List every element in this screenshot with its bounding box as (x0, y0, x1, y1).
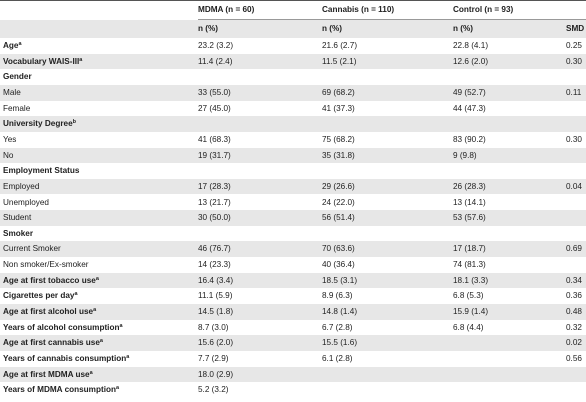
mdma-value: 5.2 (3.2) (198, 385, 229, 395)
cannabis-value: 29 (26.6) (322, 181, 355, 191)
row-label (3, 382, 193, 398)
row-label (3, 179, 193, 195)
mdma-value: 17 (28.3) (198, 181, 231, 191)
row-label (3, 85, 193, 101)
subheader-mdma: n (%) (198, 24, 219, 33)
mdma-value: 30 (50.0) (198, 213, 231, 223)
row-label-text: Unemployed (3, 197, 49, 207)
mdma-value: 14 (23.3) (198, 260, 231, 270)
table-row (0, 179, 586, 195)
cannabis-value: 41 (37.3) (322, 103, 355, 113)
control-value: 44 (47.3) (453, 103, 486, 113)
mdma-value: 16.4 (3.4) (198, 275, 234, 285)
footnote-marker: a (74, 291, 78, 298)
mdma-value: 11.1 (5.9) (198, 291, 233, 301)
cannabis-value: 8.9 (6.3) (322, 291, 353, 301)
table-row (0, 195, 586, 211)
table-row (0, 320, 586, 336)
table-row (0, 69, 586, 85)
mdma-value: 18.0 (2.9) (198, 369, 234, 379)
mdma-value: 33 (55.0) (198, 87, 231, 97)
cannabis-value: 14.8 (1.4) (322, 307, 358, 317)
row-label-text: Age at first cannabis use (3, 338, 100, 348)
mdma-value: 23.2 (3.2) (198, 41, 234, 50)
smd-value: 0.36 (566, 291, 582, 301)
control-value: 74 (81.3) (453, 260, 486, 270)
header-mdma: MDMA (n = 60) (198, 5, 255, 14)
mdma-value: 8.7 (3.0) (198, 322, 229, 332)
row-label (3, 54, 193, 70)
control-value: 6.8 (4.4) (453, 322, 484, 332)
table-row (0, 382, 586, 398)
table-row (0, 38, 586, 54)
cannabis-value: 18.5 (3.1) (322, 275, 358, 285)
row-label-text: Age at first tobacco use (3, 275, 96, 285)
cannabis-value: 11.5 (2.1) (322, 56, 357, 66)
table-row (0, 101, 586, 117)
mdma-value: 46 (76.7) (198, 244, 231, 254)
table-row (0, 351, 586, 367)
table-row (0, 116, 586, 132)
table-row (0, 335, 586, 351)
header-group-row (0, 1, 586, 19)
row-label-text: Age at first MDMA use (3, 369, 90, 379)
footnote-marker: a (126, 354, 130, 360)
cannabis-value: 56 (51.4) (322, 213, 355, 223)
row-label (3, 288, 193, 304)
control-value: 9 (9.8) (453, 150, 477, 160)
mdma-value: 15.6 (2.0) (198, 338, 234, 348)
footnote-marker: a (119, 322, 123, 329)
row-label-text: Smoker (3, 228, 34, 238)
row-label (3, 241, 193, 257)
smd-value: 0.32 (566, 322, 582, 332)
mdma-value: 7.7 (2.9) (198, 354, 229, 363)
row-label-text: University Degree (3, 119, 73, 129)
control-value: 12.6 (2.0) (453, 56, 489, 66)
table-row (0, 132, 586, 148)
row-label-text: Female (3, 103, 31, 113)
header-cannabis: Cannabis (n = 110) (322, 5, 395, 14)
table-row (0, 273, 586, 289)
cannabis-value: 40 (36.4) (322, 260, 355, 270)
footnote-marker: a (115, 385, 120, 392)
row-label-text: Non smoker/Ex-smoker (3, 260, 89, 270)
row-label-text: Age at first alcohol use (3, 307, 94, 317)
cannabis-value: 75 (68.2) (322, 134, 355, 144)
smd-value: 0.25 (566, 41, 582, 50)
table-row (0, 148, 586, 164)
cannabis-value: 24 (22.0) (322, 197, 355, 207)
row-label-text: Employment Status (3, 166, 80, 176)
row-label (3, 148, 193, 164)
smd-value: 0.02 (566, 338, 582, 348)
footnote-marker: a (93, 307, 97, 314)
smd-value: 0.04 (566, 181, 582, 191)
row-label (3, 367, 193, 383)
row-label (3, 38, 193, 54)
subheader-control: n (%) (453, 24, 474, 33)
row-label-text: Years of alcohol consumption (3, 322, 120, 332)
row-label (3, 116, 193, 132)
smd-value: 0.30 (566, 134, 582, 144)
row-label (3, 335, 193, 351)
table-row (0, 304, 586, 320)
table-row (0, 288, 586, 304)
row-label-text: Gender (3, 72, 32, 82)
smd-value: 0.48 (566, 307, 582, 317)
row-label (3, 132, 193, 148)
table-row (0, 163, 586, 179)
row-label-text: Age (3, 41, 19, 50)
row-label (3, 195, 193, 211)
row-label (3, 273, 193, 289)
row-label-text: Cigarettes per day (3, 291, 75, 301)
control-value: 83 (90.2) (453, 134, 486, 144)
footnote-marker: a (18, 41, 22, 47)
control-value: 17 (18.7) (453, 244, 486, 254)
row-label (3, 351, 193, 367)
mdma-value: 19 (31.7) (198, 150, 231, 160)
control-value: 53 (57.6) (453, 213, 486, 223)
header-control: Control (n = 93) (453, 5, 514, 14)
mdma-value: 13 (21.7) (198, 197, 231, 207)
cannabis-value: 35 (31.8) (322, 150, 355, 160)
row-label-text: Male (3, 87, 21, 97)
footnote-marker: b (72, 119, 77, 126)
table-row (0, 85, 586, 101)
smd-value: 0.56 (566, 354, 582, 363)
cannabis-value: 15.5 (1.6) (322, 338, 358, 348)
control-value: 26 (28.3) (453, 181, 486, 191)
row-label (3, 226, 193, 242)
row-label-text: Employed (3, 181, 40, 191)
cannabis-value: 69 (68.2) (322, 87, 355, 97)
row-label-text: Vocabulary WAIS-III (3, 56, 80, 66)
control-value: 22.8 (4.1) (453, 41, 489, 50)
smd-value: 0.69 (566, 244, 582, 254)
row-label (3, 163, 193, 179)
row-label (3, 69, 193, 85)
header-smd: SMD (566, 24, 585, 33)
header-subheader-row (0, 20, 586, 38)
mdma-value: 11.4 (2.4) (198, 56, 233, 66)
table-row (0, 257, 586, 273)
control-value: 18.1 (3.3) (453, 275, 489, 285)
smd-value: 0.30 (566, 56, 582, 66)
smd-value: 0.34 (566, 275, 582, 285)
control-value: 13 (14.1) (453, 197, 486, 207)
cannabis-value: 21.6 (2.7) (322, 41, 358, 50)
row-label-text: Years of MDMA consumption (3, 385, 116, 395)
table-row (0, 226, 586, 242)
table-row (0, 367, 586, 383)
mdma-value: 14.5 (1.8) (198, 307, 234, 317)
row-label (3, 320, 193, 336)
table-row (0, 210, 586, 226)
row-label (3, 304, 193, 320)
mdma-value: 27 (45.0) (198, 103, 231, 113)
row-label (3, 210, 193, 226)
footnote-marker: a (79, 56, 83, 63)
control-value: 15.9 (1.4) (453, 307, 489, 317)
smd-value: 0.11 (566, 87, 582, 97)
footnote-marker: a (89, 369, 93, 376)
cannabis-value: 6.7 (2.8) (322, 322, 353, 332)
footnote-marker: a (95, 275, 99, 282)
row-label-text: Years of cannabis consumption (3, 354, 127, 363)
control-value: 6.8 (5.3) (453, 291, 484, 301)
row-label-text: Yes (3, 134, 17, 144)
footnote-marker: a (99, 338, 103, 345)
row-label (3, 257, 193, 273)
row-label-text: No (3, 150, 14, 160)
mdma-value: 41 (68.3) (198, 134, 231, 144)
subheader-cannabis: n (%) (322, 24, 343, 33)
cannabis-value: 6.1 (2.8) (322, 354, 353, 363)
cannabis-value: 70 (63.6) (322, 244, 355, 254)
row-label-text: Student (3, 213, 32, 223)
table-row (0, 54, 586, 70)
table-row (0, 241, 586, 257)
row-label (3, 101, 193, 117)
control-value: 49 (52.7) (453, 87, 486, 97)
row-label-text: Current Smoker (3, 244, 61, 254)
